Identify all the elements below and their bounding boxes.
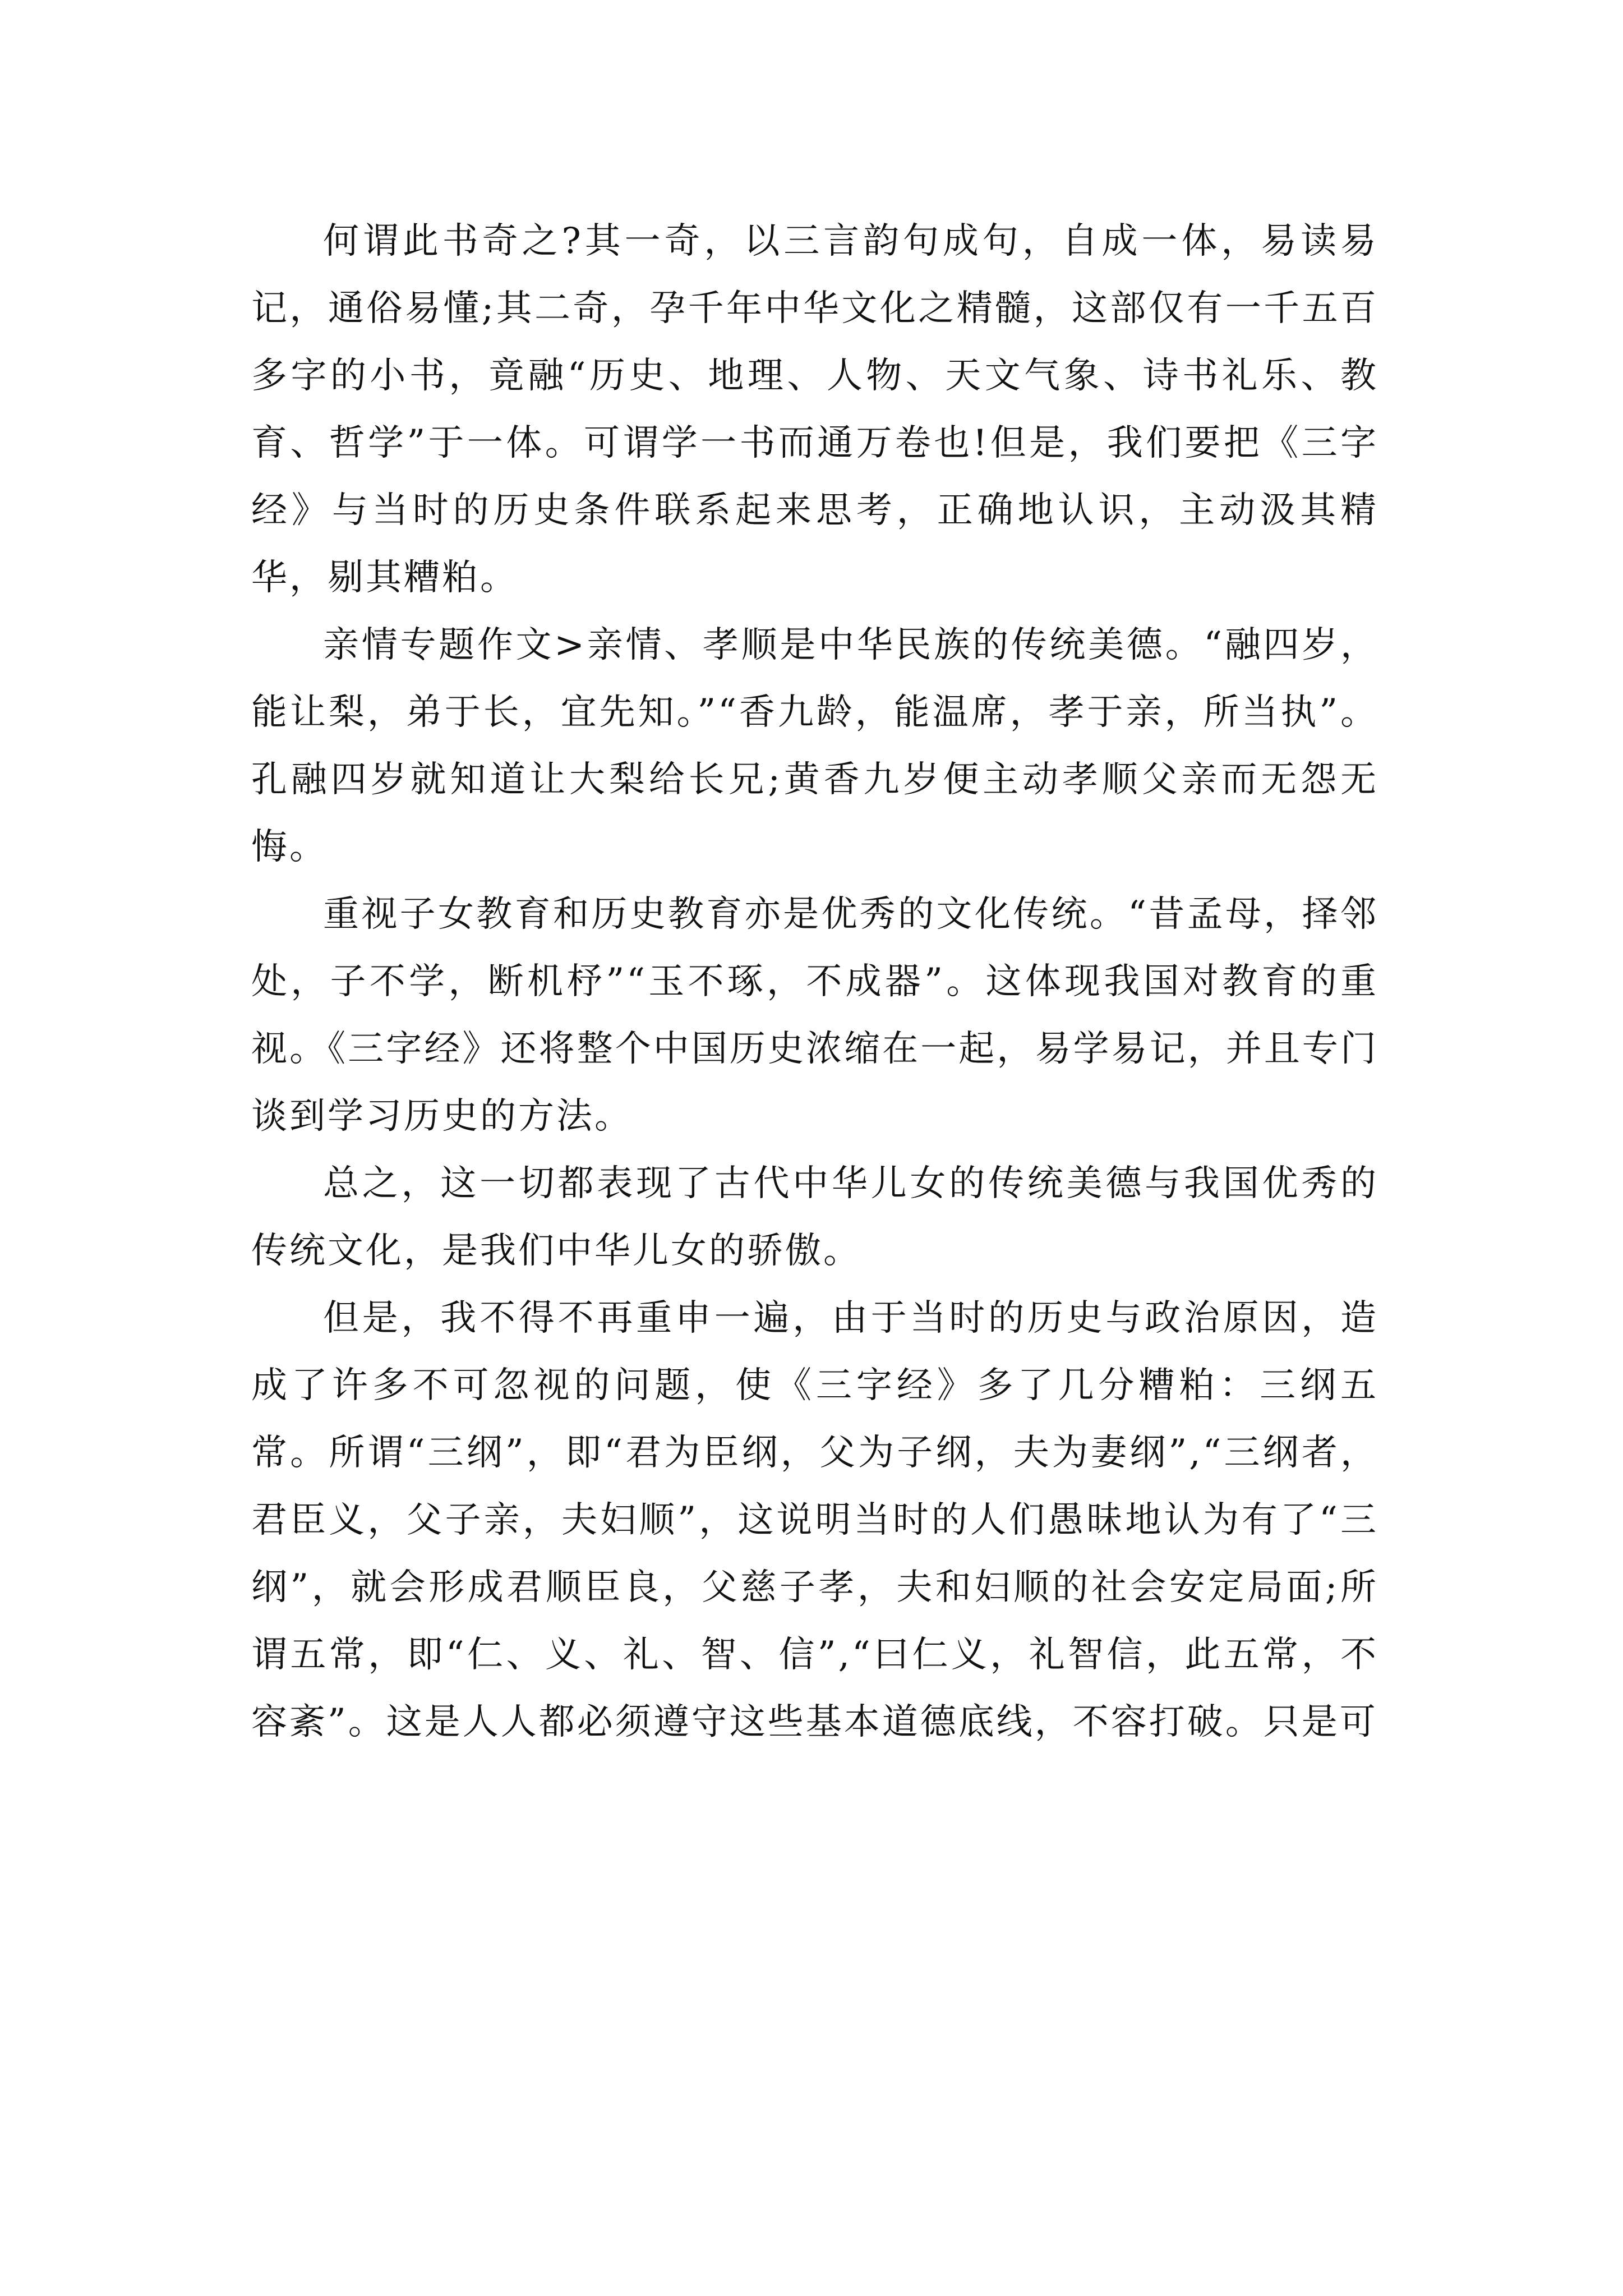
paragraph-2: 亲情专题作文>亲情、孝顺是中华民族的传统美德。“融四岁，能让梨，弟于长，宜先知。”“香九龄，能温席，孝于亲，所当执”。孔融四岁就知道让大梨给长兄;黄香九岁便主动孝顺父亲而无怨无悔。: [251, 624, 1378, 868]
document-body: [251, 208, 1378, 1756]
paragraph-5: 但是，我不得不再重申一遍，由于当时的历史与政治原因，造成了许多不可忽视的问题，使《三字经》多了几分糟粕：三纲五常。所谓“三纲”，即“君为臣纲，父为子纲，夫为妻纲”,“三纲者，君臣义，父子亲，夫妇顺”，这说明当时的人们愚昧地认为有了“三纲”，就会形成君顺臣良，父慈子孝，夫和妇顺的社会安定局面;所谓五常，即“仁、义、礼、智、信”,“曰仁义，礼智信，此五常，不容紊”。这是人人都必须遵守这些基本道德底线，不容打破。只是可: [251, 1297, 1378, 1743]
paragraph-3: 重视子女教育和历史教育亦是优秀的文化传统。“昔孟母，择邻处，子不学，断机杼”“玉不琢，不成器”。这体现我国对教育的重视。《三字经》还将整个中国历史浓缩在一起，易学易记，并且专门谈到学习历史的方法。: [251, 894, 1378, 1137]
paragraph-4: 总之，这一切都表现了古代中华儿女的传统美德与我国优秀的传统文化，是我们中华儿女的骄傲。: [251, 1163, 1378, 1272]
paragraph-1: 何谓此书奇之?其一奇，以三言韵句成句，自成一体，易读易记，通俗易懂;其二奇，孕千年中华文化之精髓，这部仅有一千五百多字的小书，竟融“历史、地理、人物、天文气象、诗书礼乐、教育、哲学”于一体。可谓学一书而通万卷也!但是，我们要把《三字经》与当时的历史条件联系起来思考，正确地认识，主动汲其精华，剔其糟粕。: [251, 220, 1378, 599]
